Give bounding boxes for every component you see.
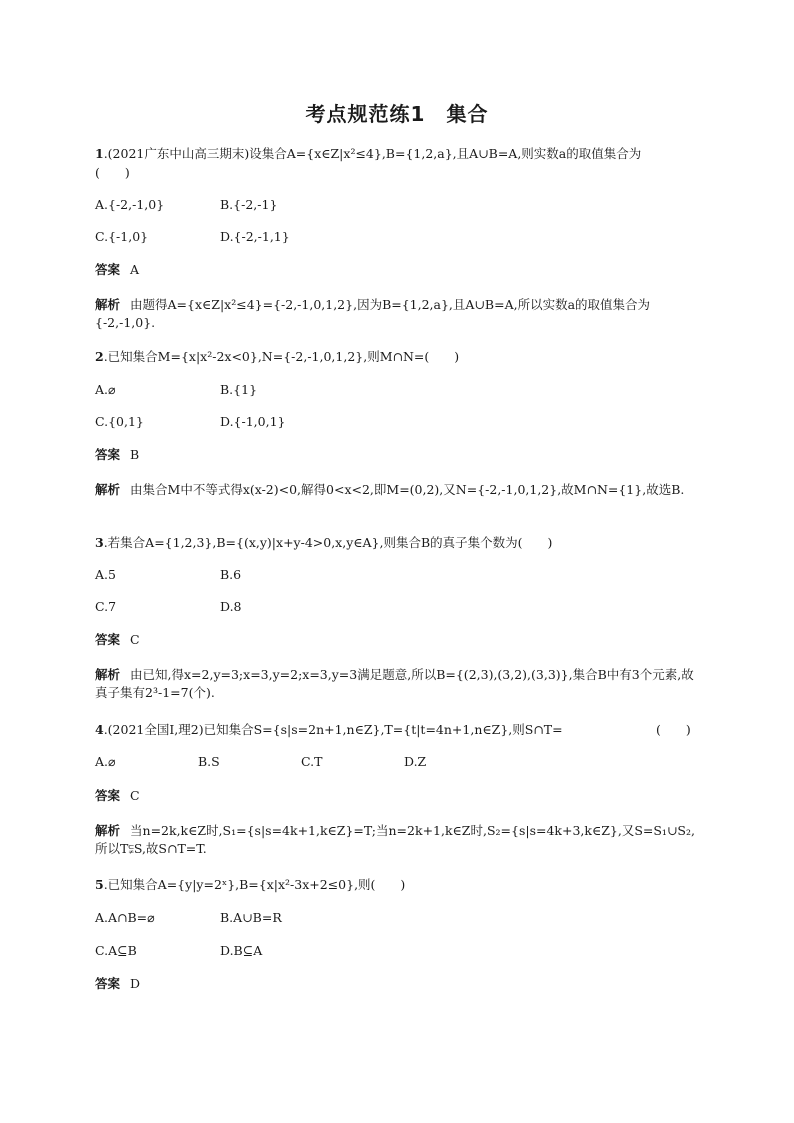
- question-3-analysis: [95, 666, 700, 702]
- question-5-number: 5: [95, 877, 104, 892]
- question-2-text: .已知集合M={x|x²-2x<0},N={-2,-1,0,1,2},则M∩N=( ): [103, 349, 460, 364]
- question-3-text: .若集合A={1,2,3},B={(x,y)|x+y-4>0,x,y∈A},则集合B的真子集个数为( ): [103, 535, 553, 550]
- option-c: C.A⊆B: [95, 943, 137, 958]
- question-3-number: 3: [95, 535, 104, 550]
- option-b: B.{1}: [220, 382, 258, 397]
- answer-value: B: [130, 447, 140, 462]
- option-c: C.{0,1}: [95, 414, 144, 429]
- question-2-stem: [95, 348, 459, 366]
- question-3-stem: [95, 534, 552, 552]
- option-d: D.8: [220, 599, 242, 614]
- option-a: A.A∩B=⌀: [95, 910, 155, 925]
- answer-value: D: [130, 976, 141, 991]
- analysis-label: 解析: [95, 823, 121, 838]
- question-4-answer: [95, 787, 140, 805]
- analysis-text: 由已知,得x=2,y=3;x=3,y=2;x=3,y=3满足题意,所以B={(2,3),(3,2),(3,3)},集合B中有3个元素,故真子集有2³-1=7(个).: [95, 667, 694, 700]
- question-3-options-row2: [95, 598, 242, 616]
- question-1-answer: [95, 261, 139, 279]
- analysis-label: 解析: [95, 667, 121, 682]
- answer-label: 答案: [95, 632, 121, 647]
- question-4-stem: [95, 721, 700, 739]
- option-b: B.{-2,-1}: [220, 197, 278, 212]
- option-d: D.{-1,0,1}: [220, 414, 286, 429]
- question-1-analysis: [95, 296, 700, 332]
- question-2-analysis: [95, 481, 700, 499]
- question-4-options: [95, 753, 426, 771]
- answer-label: 答案: [95, 788, 121, 803]
- question-4-text: .(2021全国Ⅰ,理2)已知集合S={s|s=2n+1,n∈Z},T={t|t=4n+1,n∈Z},则S∩T=: [103, 722, 563, 737]
- analysis-text: 当n=2k,k∈Z时,S₁={s|s=4k+1,k∈Z}=T;当n=2k+1,k∈Z时,S₂={s|s=4k+3,k∈Z},又S=S₁∪S₂,所以T⫋S,故S∩T=T.: [95, 823, 695, 856]
- option-d: D.{-2,-1,1}: [220, 229, 290, 244]
- question-2-number: 2: [95, 349, 104, 364]
- question-3-options-row1: [95, 566, 241, 584]
- option-d: D.Z: [404, 754, 427, 769]
- answer-label: 答案: [95, 976, 121, 991]
- question-4-number: 4: [95, 722, 104, 737]
- question-1-paren: ( ): [95, 165, 130, 180]
- question-1-options-row2: [95, 228, 290, 246]
- analysis-text: 由集合M中不等式得x(x-2)<0,解得0<x<2,即M=(0,2),又N={-2,-1,0,1,2},故M∩N={1},故选B.: [130, 482, 685, 497]
- answer-label: 答案: [95, 262, 121, 277]
- option-a: A.⌀: [95, 754, 116, 769]
- option-c: C.T: [301, 754, 323, 769]
- question-5-stem: [95, 876, 405, 894]
- analysis-label: 解析: [95, 297, 121, 312]
- question-1-number: 1: [95, 146, 104, 161]
- question-5-text: .已知集合A={y|y=2ˣ},B={x|x²-3x+2≤0},则( ): [103, 877, 406, 892]
- answer-value: C: [130, 788, 140, 803]
- question-2-answer: [95, 446, 139, 464]
- option-a: A.{-2,-1,0}: [95, 197, 165, 212]
- option-a: A.5: [95, 567, 116, 582]
- question-5-options-row2: [95, 942, 262, 960]
- option-c: C.{-1,0}: [95, 229, 149, 244]
- analysis-text: 由题得A={x∈Z|x²≤4}={-2,-1,0,1,2},因为B={1,2,a},且A∪B=A,所以实数a的取值集合为{-2,-1,0}.: [95, 297, 651, 330]
- option-b: B.S: [198, 754, 220, 769]
- answer-label: 答案: [95, 447, 121, 462]
- question-1-options-row1: [95, 196, 277, 214]
- question-3-answer: [95, 631, 140, 649]
- option-b: B.6: [220, 567, 242, 582]
- answer-value: C: [130, 632, 140, 647]
- option-b: B.A∪B=R: [220, 910, 282, 925]
- analysis-label: 解析: [95, 482, 121, 497]
- question-1-stem: [95, 145, 641, 163]
- option-a: A.⌀: [95, 382, 116, 397]
- question-2-options-row1: [95, 381, 257, 399]
- question-1-text: .(2021广东中山高三期末)设集合A={x∈Z|x²≤4},B={1,2,a},且A∪B=A,则实数a的取值集合为: [103, 146, 642, 161]
- question-5-options-row1: [95, 909, 282, 927]
- answer-value: A: [130, 262, 140, 277]
- question-4-paren: ( ): [656, 722, 691, 737]
- option-d: D.B⊆A: [220, 943, 263, 958]
- option-c: C.7: [95, 599, 117, 614]
- question-4-analysis: [95, 822, 700, 858]
- question-5-answer: [95, 975, 140, 993]
- page-title: 考点规范练1 集合: [305, 102, 489, 126]
- question-2-options-row2: [95, 413, 286, 431]
